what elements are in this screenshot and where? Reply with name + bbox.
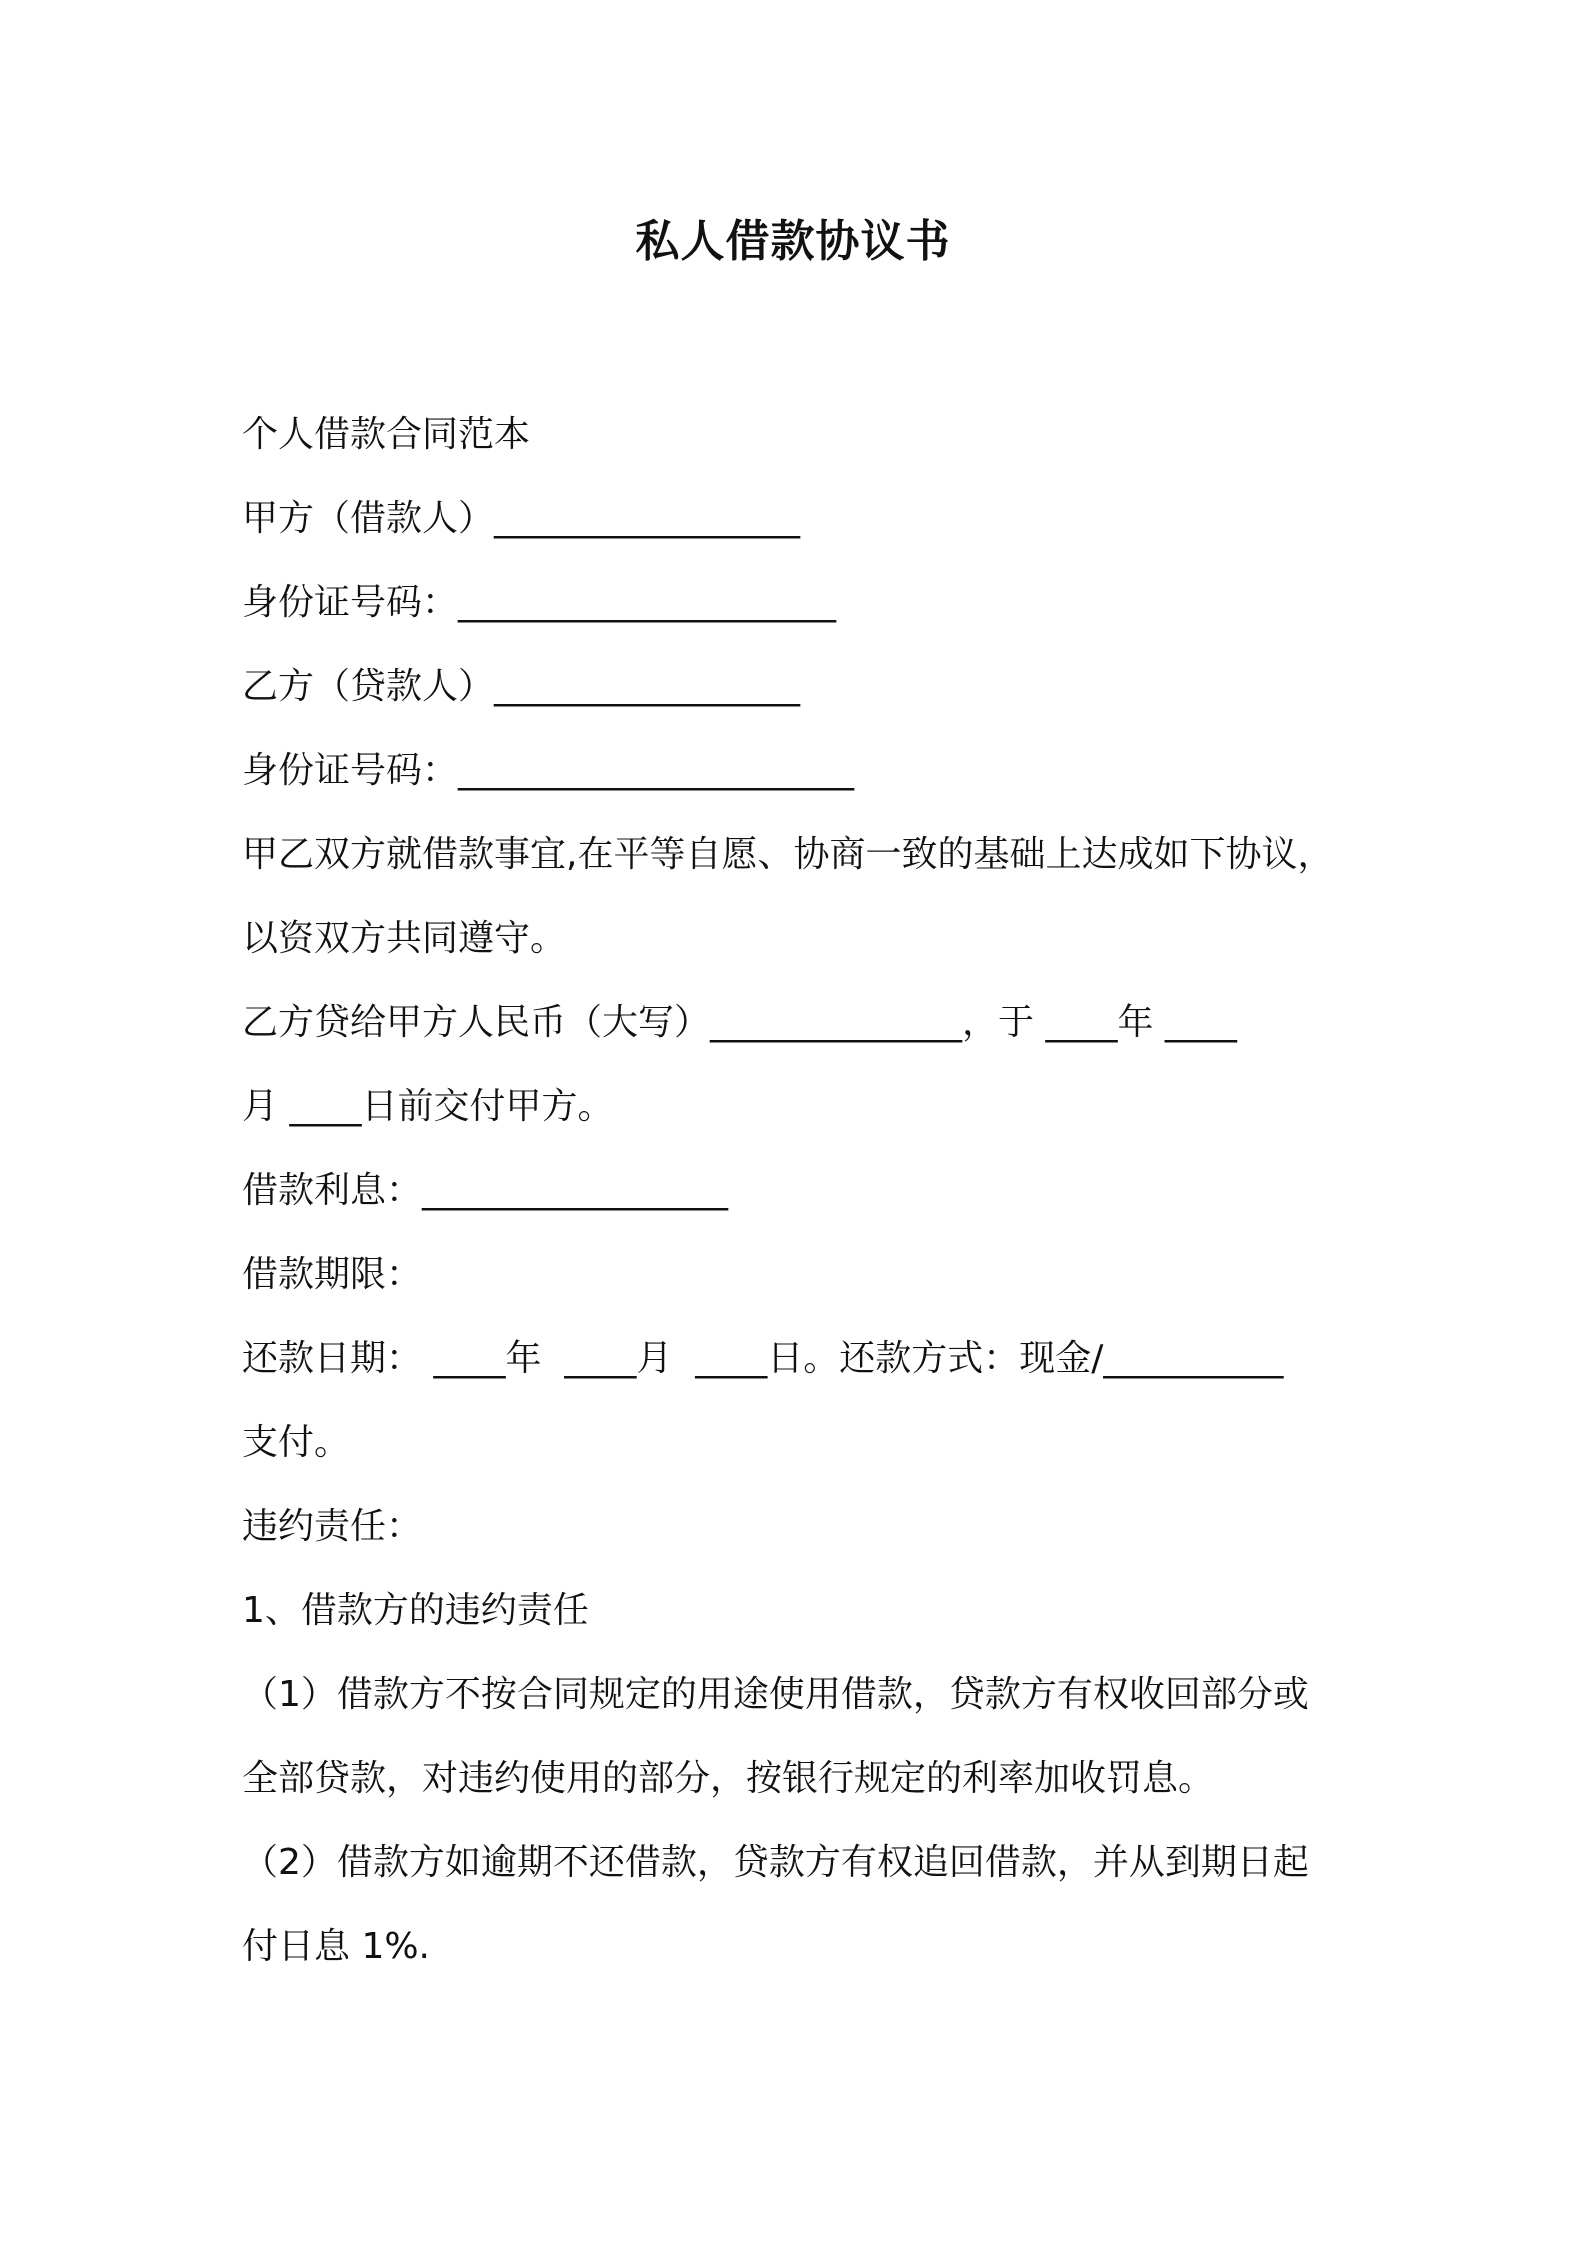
- repayment-date-line: 还款日期： ____年 ____月 ____日。还款方式：现金/__________: [242, 1338, 1284, 1379]
- breach-item-1-heading: 1、借款方的违约责任: [242, 1590, 589, 1631]
- breach-clause-1-line-1: （1）借款方不按合同规定的用途使用借款，贷款方有权收回部分或: [242, 1674, 1309, 1715]
- agreement-intro-line-2: 以资双方共同遵守。: [242, 918, 567, 959]
- document-title: 私人借款协议书: [635, 216, 951, 267]
- loan-amount-line-2: 月 ____日前交付甲方。: [242, 1086, 614, 1127]
- breach-clause-1-line-2: 全部贷款，对违约使用的部分，按银行规定的利率加收罚息。: [242, 1758, 1215, 1799]
- term-line: 借款期限：: [242, 1254, 423, 1295]
- repayment-method-line: 支付。: [242, 1422, 351, 1463]
- interest-line: 借款利息：_________________: [242, 1170, 729, 1211]
- party-a-line: 甲方（借款人）_________________: [242, 498, 801, 539]
- breach-heading: 违约责任：: [242, 1506, 423, 1547]
- loan-amount-line-1: 乙方贷给甲方人民币（大写）______________，于 ____年 ____: [242, 1002, 1237, 1043]
- breach-clause-2-line-2: 付日息 1%.: [242, 1926, 430, 1967]
- party-b-id-line: 身份证号码：______________________: [242, 750, 855, 791]
- agreement-intro-line-1: 甲乙双方就借款事宜,在平等自愿、协商一致的基础上达成如下协议，: [242, 834, 1334, 875]
- party-a-id-line: 身份证号码：_____________________: [242, 582, 837, 623]
- subtitle-line: 个人借款合同范本: [242, 414, 531, 455]
- breach-clause-2-line-1: （2）借款方如逾期不还借款，贷款方有权追回借款，并从到期日起: [242, 1842, 1309, 1883]
- party-b-line: 乙方（贷款人）_________________: [242, 666, 801, 707]
